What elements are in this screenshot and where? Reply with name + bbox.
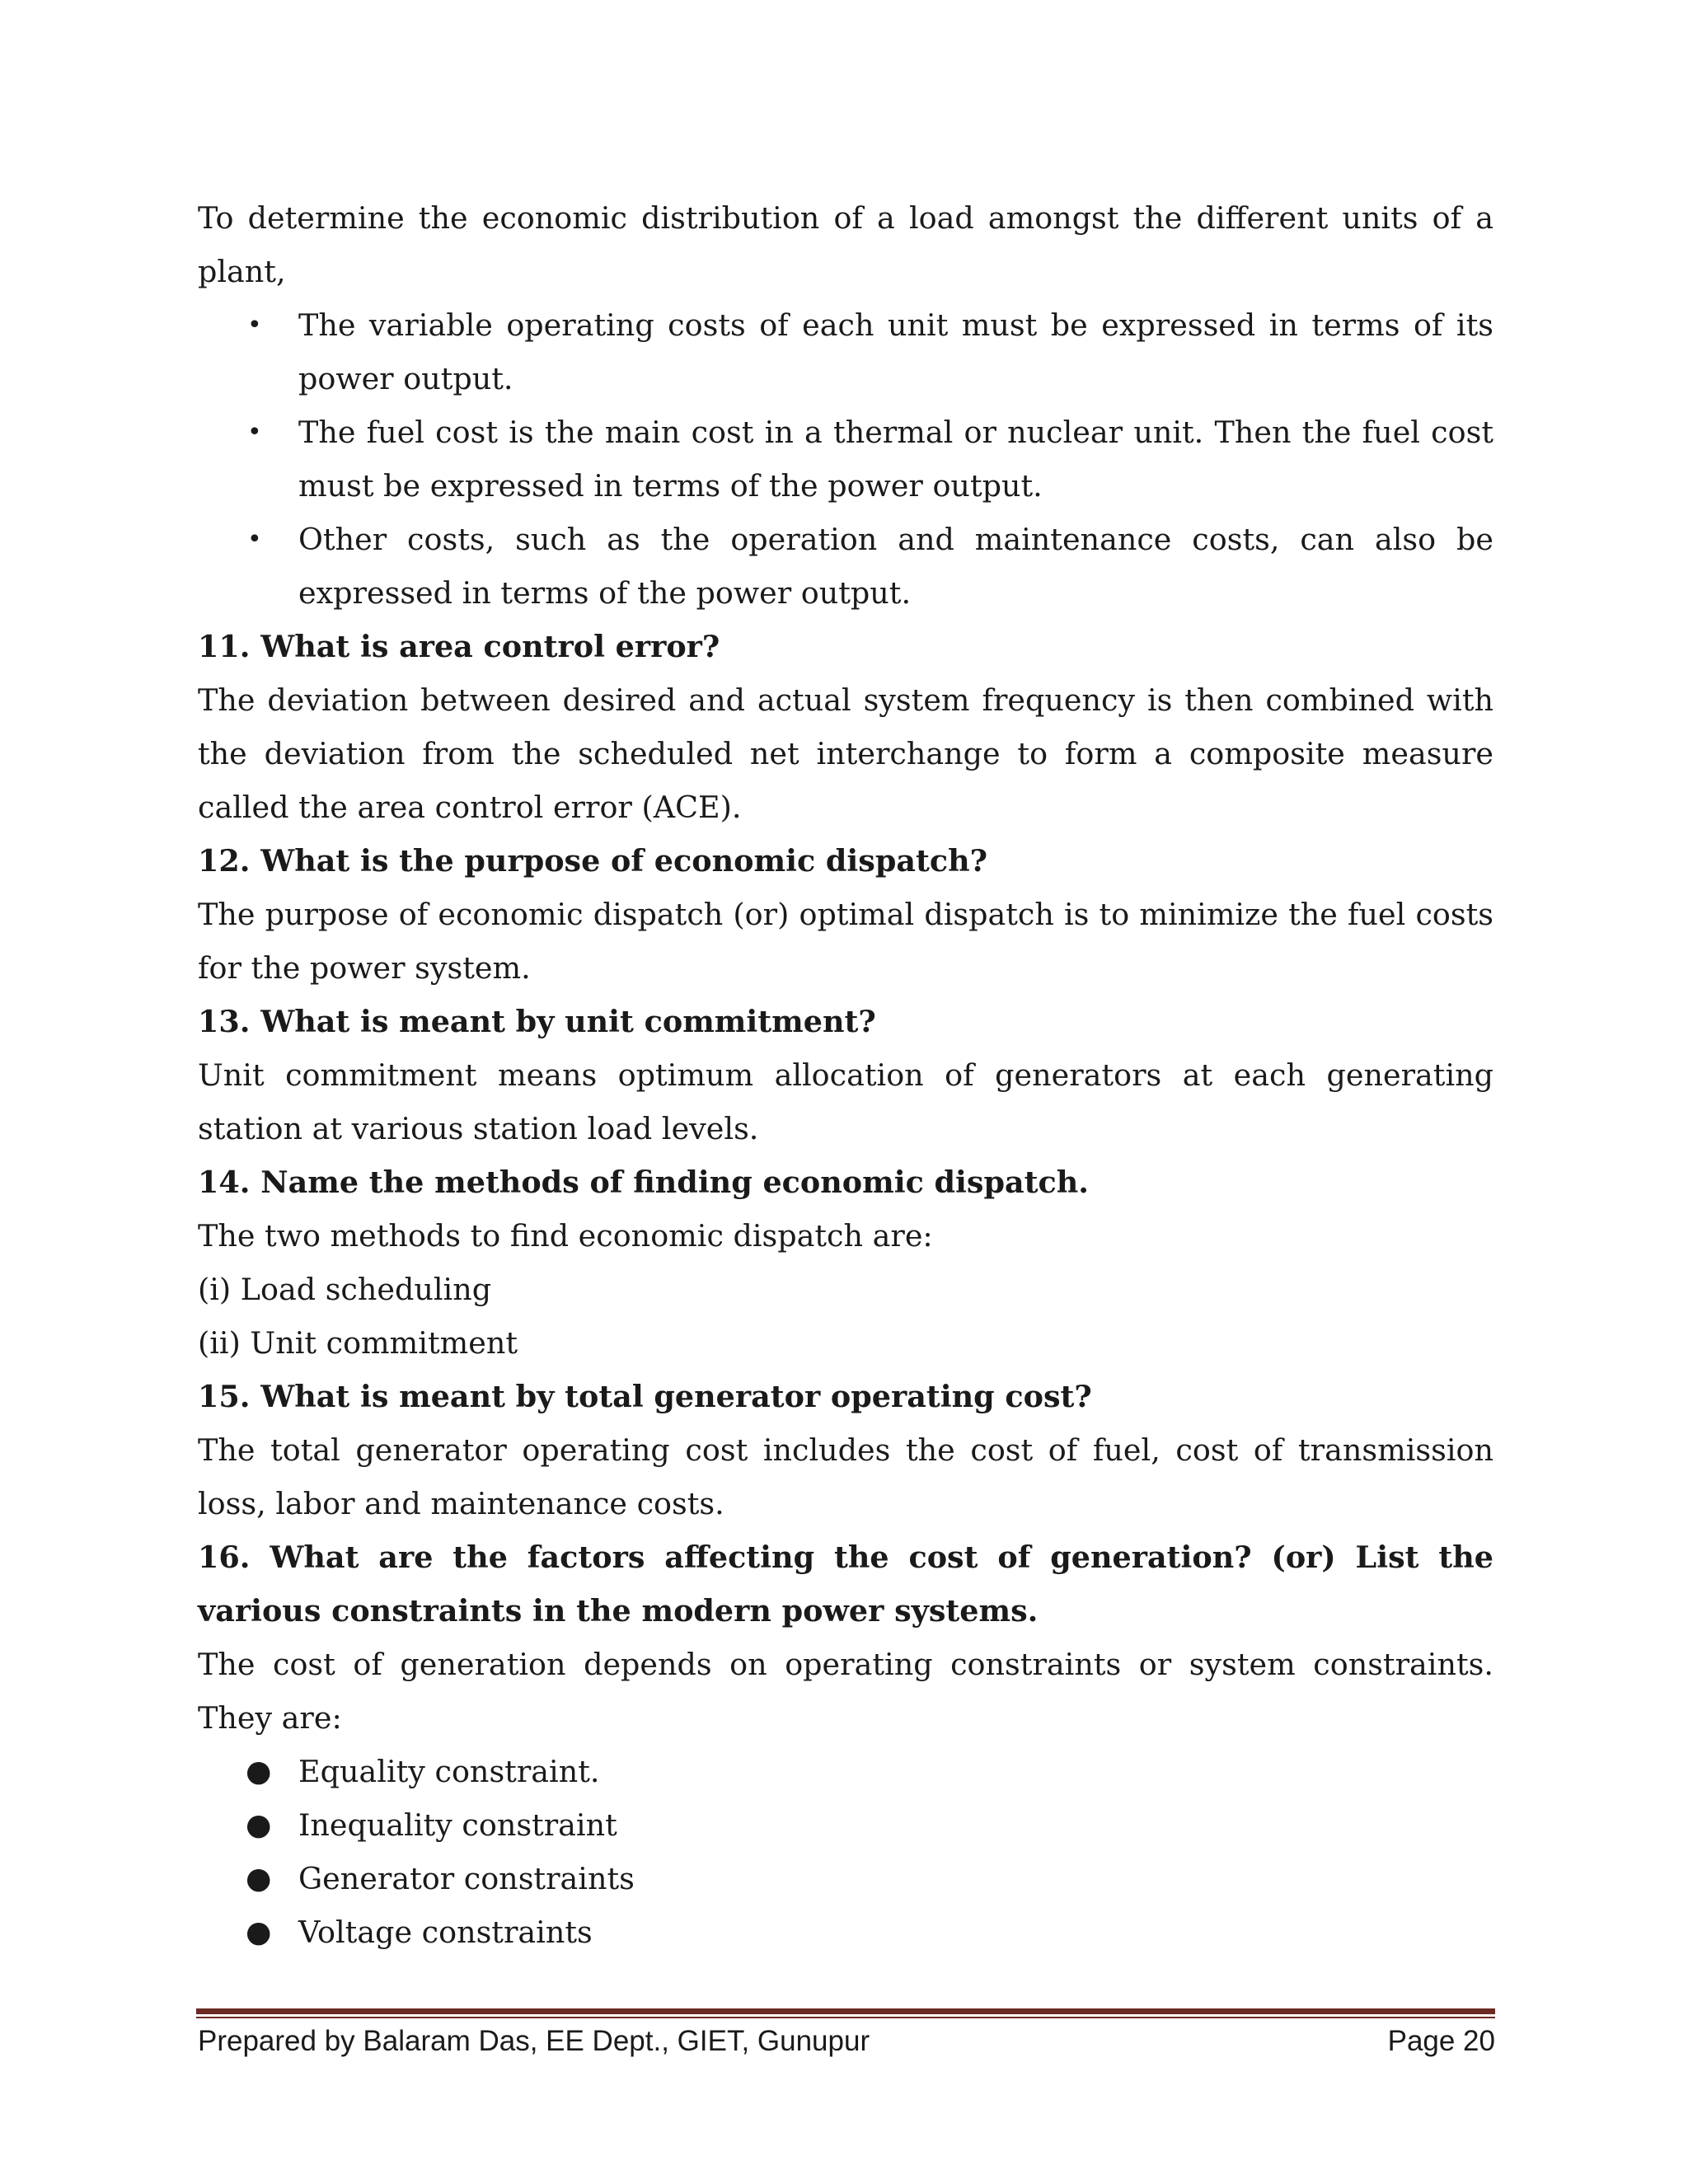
question-heading: 12. What is the purpose of economic dispatch? xyxy=(198,843,988,879)
page-body xyxy=(198,191,1493,1959)
answer-text: The deviation between desired and actual system frequency is then combined with the deviation from the scheduled net interchange to form a composite measure called the area control error (ACE). xyxy=(198,682,1493,825)
footer-divider-thin xyxy=(196,2017,1495,2018)
answer-text: The purpose of economic dispatch (or) optimal dispatch is to minimize the fuel costs for the power system. xyxy=(198,897,1493,986)
list-item: ● Voltage constraints xyxy=(198,1905,1493,1959)
method-item: (ii) Unit commitment xyxy=(198,1325,518,1361)
list-item: ● Inequality constraint xyxy=(198,1798,1493,1852)
answer-text: The two methods to find economic dispatch are: xyxy=(198,1218,933,1254)
bullet-icon: ● xyxy=(246,1915,272,1949)
list-item: • Other costs, such as the operation and maintenance costs, can also be expressed in terms of the power output. xyxy=(198,513,1493,620)
footer-divider xyxy=(196,2008,1495,2014)
question-heading: 14. Name the methods of finding economic dispatch. xyxy=(198,1165,1089,1200)
answer-text: The cost of generation depends on operating constraints or system constraints. They are: xyxy=(198,1647,1493,1736)
list-item: ● Equality constraint. xyxy=(198,1745,1493,1798)
bullet-icon: ● xyxy=(246,1862,272,1896)
question-heading: 11. What is area control error? xyxy=(198,629,720,664)
bullet-icon: • xyxy=(247,525,262,554)
intro-bullet-list xyxy=(198,298,1493,620)
answer-text: The total generator operating cost includes the cost of fuel, cost of transmission loss, labor and maintenance costs. xyxy=(198,1432,1493,1521)
footer-author: Prepared by Balaram Das, EE Dept., GIET, Gunupur xyxy=(198,2025,870,2057)
list-item: • The variable operating costs of each unit must be expressed in terms of its power output. xyxy=(198,298,1493,405)
list-item: ● Generator constraints xyxy=(198,1852,1493,1905)
constraint-list xyxy=(198,1745,1493,1959)
bullet-icon: • xyxy=(247,311,262,340)
bullet-icon: • xyxy=(247,418,262,447)
list-item: • The fuel cost is the main cost in a thermal or nuclear unit. Then the fuel cost must be expressed in terms of the power output. xyxy=(198,405,1493,513)
question-heading: 16. What are the factors affecting the cost of generation? (or) List the various constraints in the modern power systems. xyxy=(198,1540,1493,1629)
page-number: Page 20 xyxy=(1387,2025,1495,2057)
bullet-icon: ● xyxy=(246,1808,272,1842)
answer-text: Unit commitment means optimum allocation of generators at each generating station at various station load levels. xyxy=(198,1057,1493,1146)
bullet-icon: ● xyxy=(246,1755,272,1788)
question-heading: 13. What is meant by unit commitment? xyxy=(198,1004,876,1039)
method-item: (i) Load scheduling xyxy=(198,1272,492,1307)
question-heading: 15. What is meant by total generator operating cost? xyxy=(198,1379,1092,1414)
intro-text: To determine the economic distribution of a load amongst the different units of a plant, xyxy=(198,200,1493,289)
